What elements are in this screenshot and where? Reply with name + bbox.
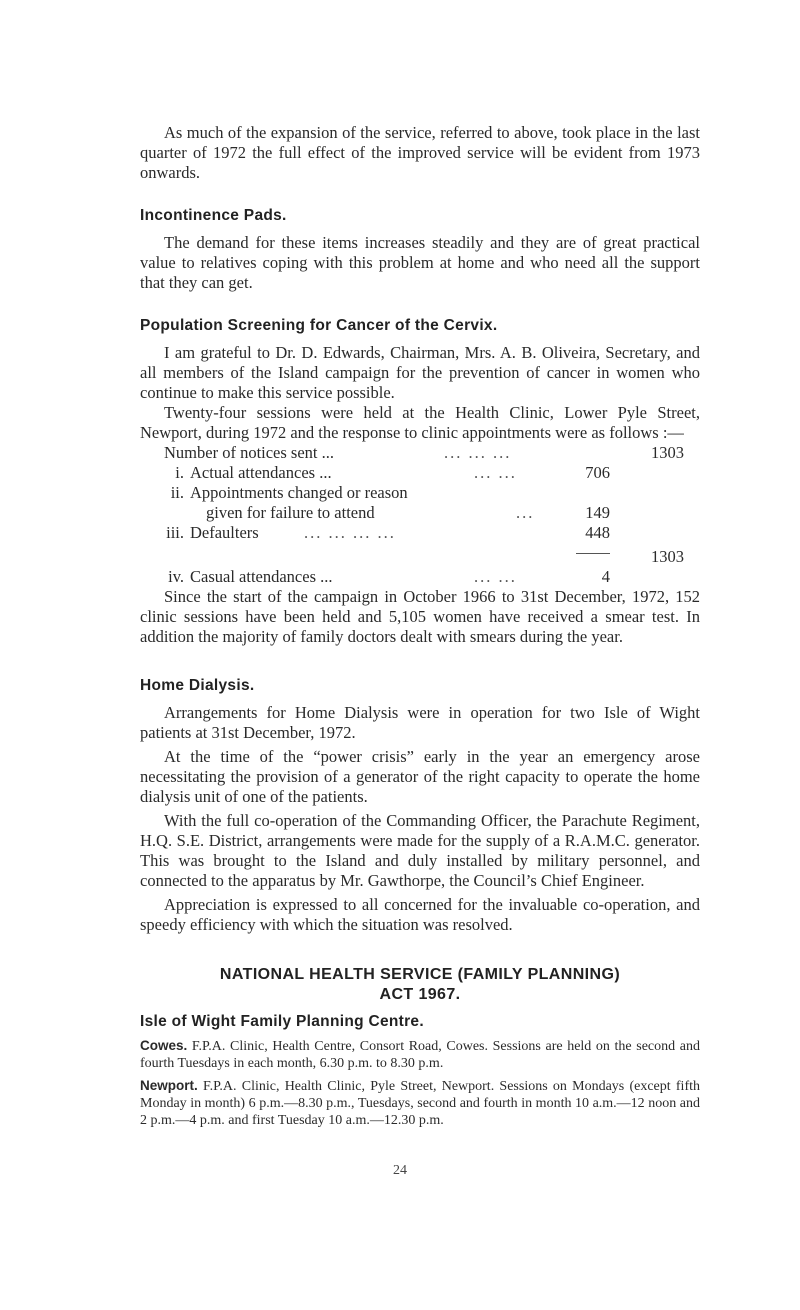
dialysis-paragraph-1: Arrangements for Home Dialysis were in operation for two Isle of Wight patients at 31st December, 1972.	[140, 703, 700, 742]
nhs-act-heading-line-2: ACT 1967.	[379, 986, 461, 1003]
stat-dots: ... ...	[474, 463, 517, 482]
nhs-act-heading-line-1: NATIONAL HEALTH SERVICE (FAMILY PLANNING)	[219, 966, 621, 983]
stat-row	[164, 483, 700, 503]
cervix-paragraph-2: Twenty-four sessions were held at the Health Clinic, Lower Pyle Street, Newport, during 1972 and the response to clinic appointments were as follows :—	[140, 403, 700, 442]
cowes-entry	[140, 1037, 700, 1072]
stat-row	[164, 463, 700, 483]
incontinence-paragraph: The demand for these items increases steadily and they are of great practical value to relatives coping with this problem at home and who need all the support that they can get.	[140, 233, 700, 292]
stat-dots: ...	[516, 503, 535, 522]
newport-text: F.P.A. Clinic, Health Clinic, Pyle Street, Newport. Sessions on Mondays (except fifth Monday in month) 6 p.m.—8.30 p.m., Tuesdays, second and fourth in month 10 a.m.—12 noon and 2 p.m.—4 p.m. and first Tuesday 10 a.m.—12.30 p.m.	[140, 1079, 700, 1128]
stat-number: i.	[175, 463, 184, 482]
dialysis-paragraph-2: At the time of the “power crisis” early in the year an emergency arose necessitating the provision of a generator of the right capacity to operate the home dialysis unit of one of the patients.	[140, 747, 700, 806]
stat-label: Actual attendances ...	[190, 463, 332, 482]
incontinence-heading: Incontinence Pads.	[140, 207, 287, 224]
stat-number: ii.	[170, 483, 184, 502]
stat-number: iii.	[166, 523, 184, 542]
stat-value: 448	[585, 523, 610, 542]
family-planning-centre-heading: Isle of Wight Family Planning Centre.	[140, 1013, 424, 1030]
intro-paragraph: As much of the expansion of the service, referred to above, took place in the last quarter of 1972 the full effect of the improved service will be evident from 1973 onwards.	[140, 123, 700, 182]
notices-value: 1303	[651, 443, 684, 462]
subtotal-row	[164, 543, 700, 566]
casual-value: 4	[601, 567, 610, 586]
stat-number: iv.	[168, 567, 184, 586]
subtotal-rule	[576, 553, 610, 554]
stat-dots: ... ... ... ...	[304, 523, 396, 542]
notices-row	[164, 443, 700, 463]
document-page	[140, 123, 700, 1129]
notices-label: Number of notices sent ...	[164, 443, 335, 462]
casual-row	[164, 567, 700, 587]
screening-statistics	[164, 443, 700, 587]
dialysis-paragraph-4: Appreciation is expressed to all concerned for the invaluable co-operation, and speedy efficiency with which the situation was resolved.	[140, 895, 700, 934]
stat-label: given for failure to attend	[206, 503, 375, 522]
cowes-label: Cowes.	[140, 1038, 188, 1053]
newport-entry	[140, 1077, 700, 1129]
cervix-heading: Population Screening for Cancer of the Cervix.	[140, 317, 498, 334]
stat-row	[164, 523, 700, 543]
dialysis-heading: Home Dialysis.	[140, 677, 255, 694]
page-number: 24	[393, 1163, 407, 1178]
stat-label: Defaulters	[190, 523, 259, 542]
cowes-text: F.P.A. Clinic, Health Centre, Consort Road, Cowes. Sessions are held on the second and fourth Tuesdays in each month, 6.30 p.m. to 8.30 p.m.	[140, 1039, 700, 1071]
newport-label: Newport.	[140, 1078, 198, 1093]
casual-label: Casual attendances ...	[190, 567, 333, 586]
stat-value: 706	[585, 463, 610, 482]
cervix-paragraph-3: Since the start of the campaign in October 1966 to 31st December, 1972, 152 clinic sessions have been held and 5,105 women have received a smear test. In addition the majority of family doctors dealt with smears during the year.	[140, 587, 700, 646]
notices-dots: ... ... ...	[444, 443, 512, 462]
stat-row	[164, 503, 700, 523]
cervix-paragraph-1: I am grateful to Dr. D. Edwards, Chairman, Mrs. A. B. Oliveira, Secretary, and all members of the Island campaign for the prevention of cancer in women who continue to make this service possible.	[140, 343, 700, 402]
stat-value: 149	[585, 503, 610, 522]
subtotal-value: 1303	[651, 547, 684, 566]
stat-label: Appointments changed or reason	[190, 483, 408, 502]
dialysis-paragraph-3: With the full co-operation of the Commanding Officer, the Parachute Regiment, H.Q. S.E. District, arrangements were made for the supply of a R.A.M.C. generator. This was brought to the Island and duly installed by military personnel, and connected to the apparatus by Mr. Gawthorpe, the Council’s Chief Engineer.	[140, 811, 700, 890]
casual-dots: ... ...	[474, 567, 517, 586]
